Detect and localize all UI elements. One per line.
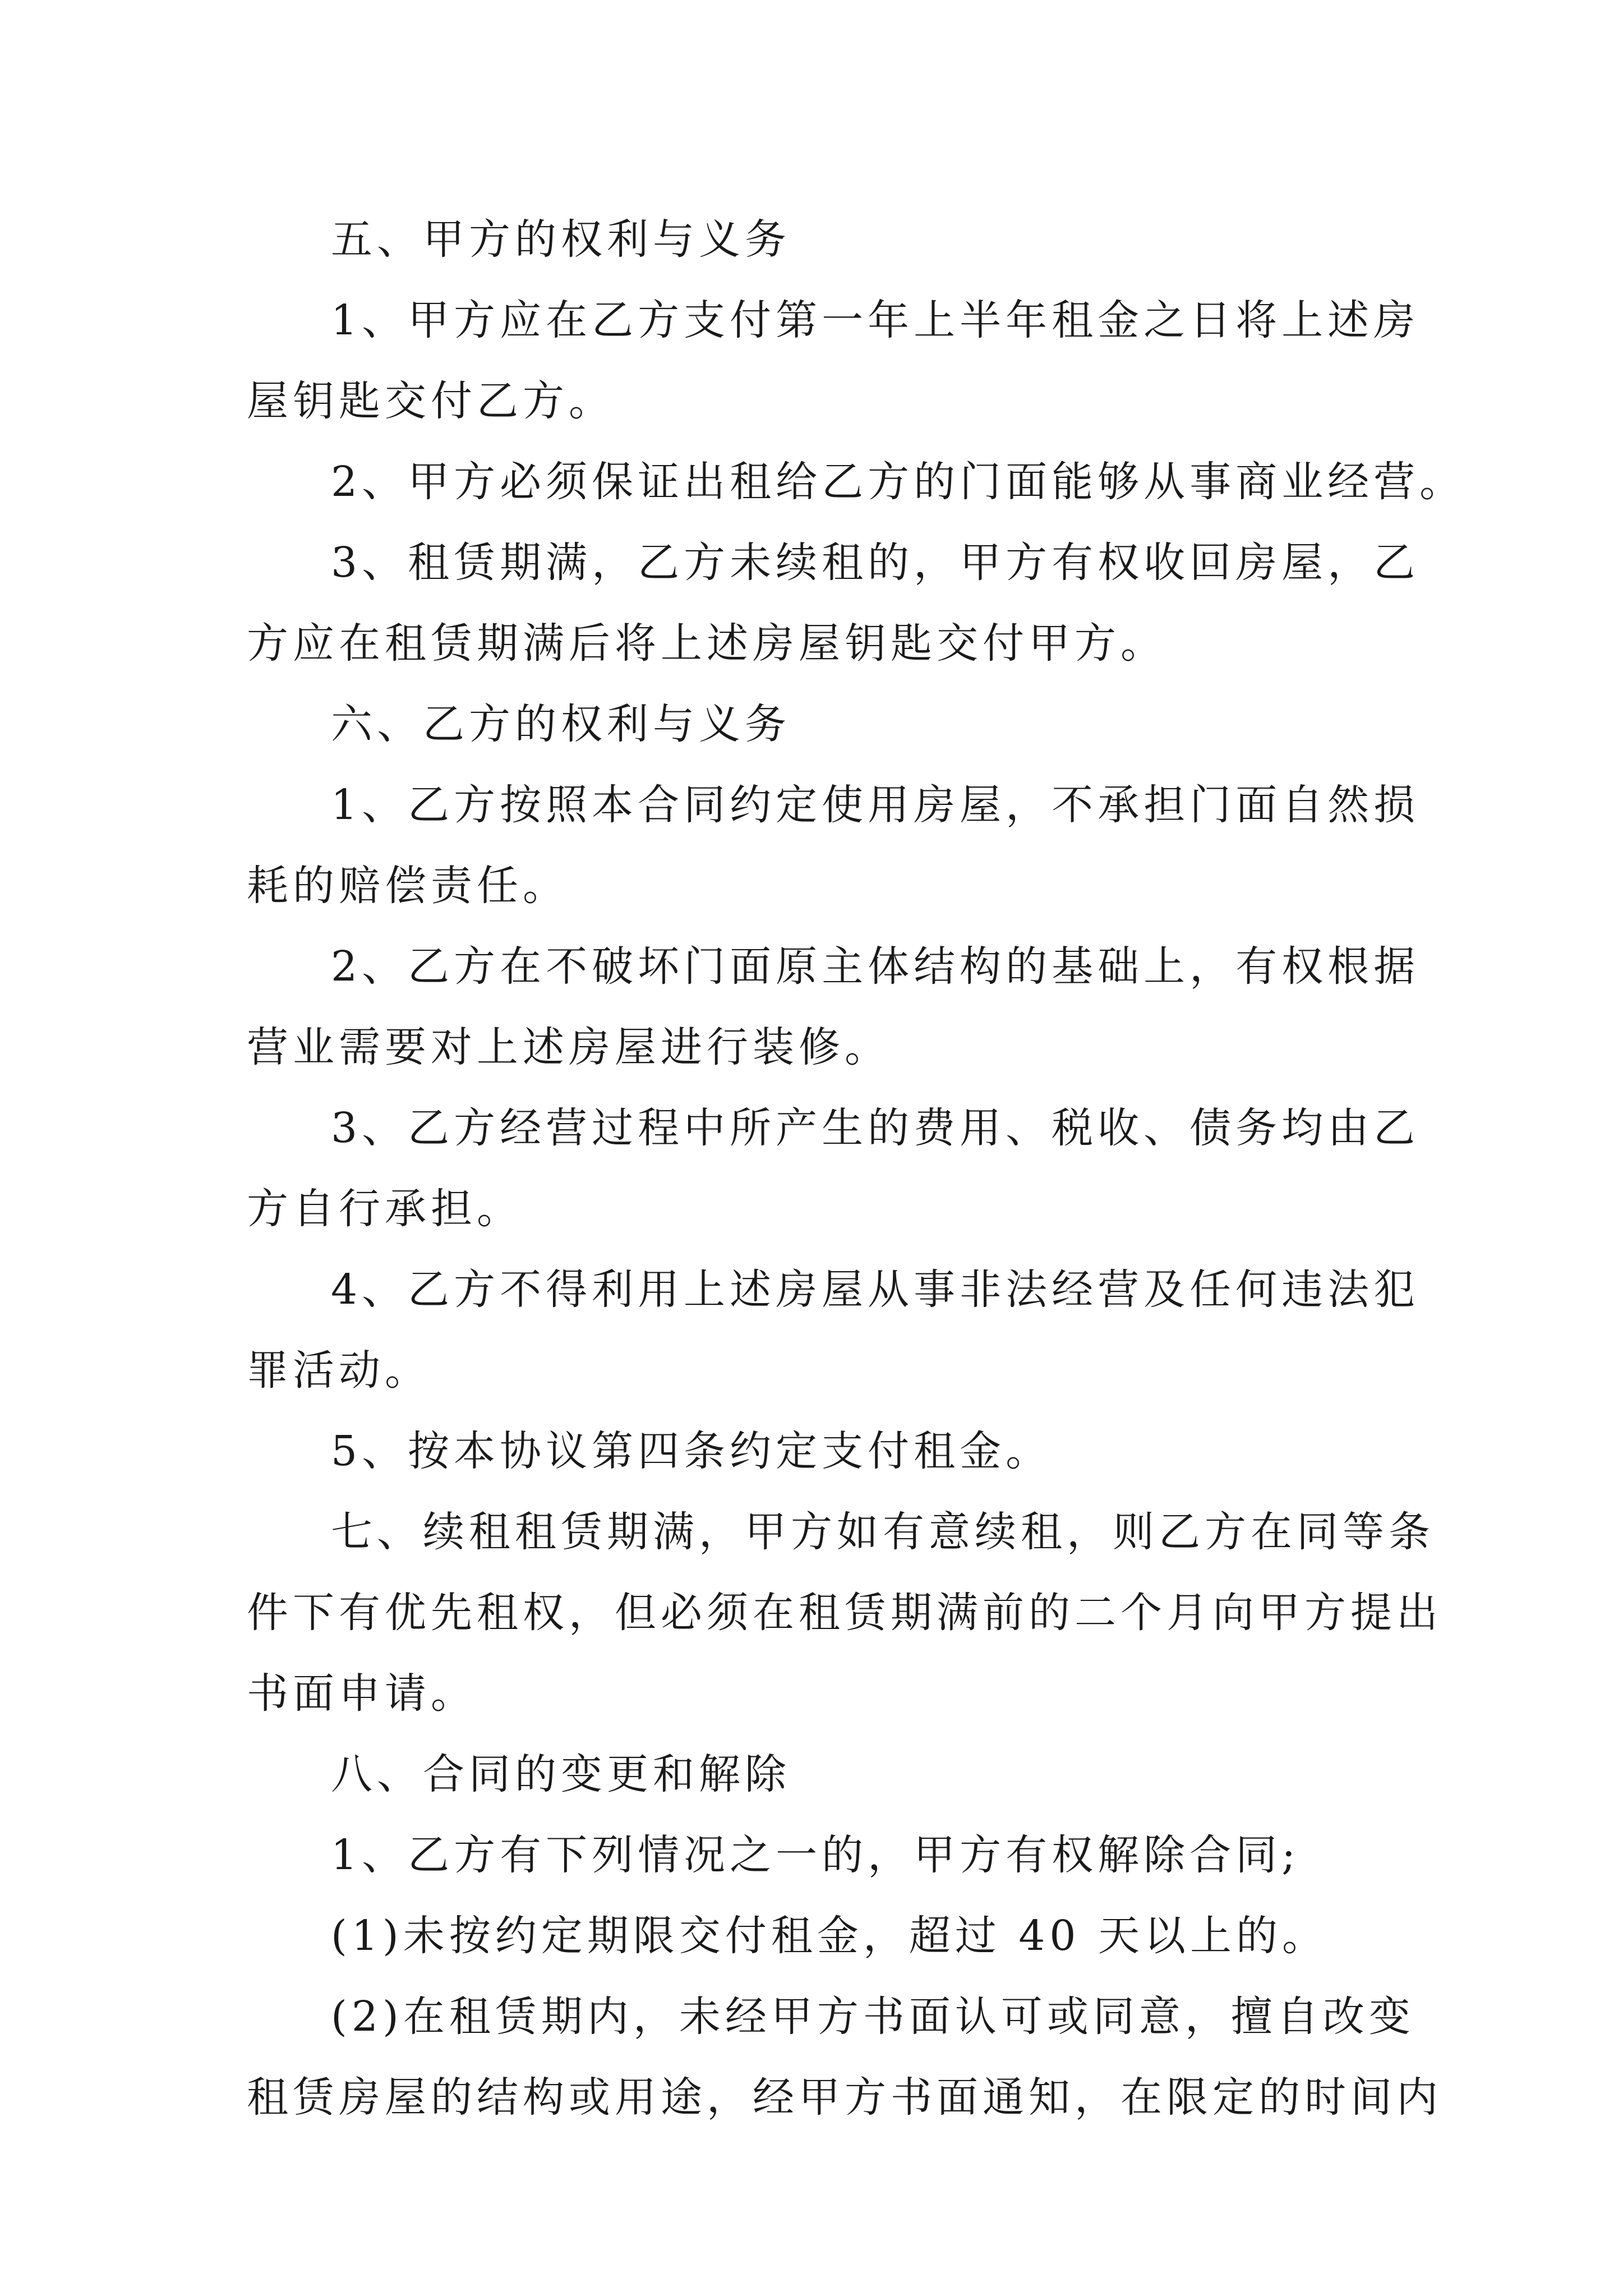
text-line: 1、甲方应在乙方支付第一年上半年租金之日将上述房 <box>331 296 1420 344</box>
text-line: 书面申请。 <box>247 1669 477 1718</box>
clause-8-1-item-1 <box>247 1895 1402 1976</box>
text-line: 耗的赔偿责任。 <box>247 862 569 910</box>
text-line: 3、乙方经营过程中所产生的费用、税收、债务均由乙 <box>331 1104 1420 1152</box>
text-line: 2、甲方必须保证出租给乙方的门面能够从事商业经营。 <box>331 458 1466 506</box>
text-line: 方自行承担。 <box>247 1185 523 1233</box>
text-line: 方应在租赁期满后将上述房屋钥匙交付甲方。 <box>247 619 1166 668</box>
text-line: 2、乙方在不破坏门面原主体结构的基础上，有权根据 <box>331 942 1420 991</box>
text-line: 营业需要对上述房屋进行装修。 <box>247 1023 891 1071</box>
section-heading-8 <box>247 1734 1402 1815</box>
text-line: 件下有优先租权，但必须在租赁期满前的二个月向甲方提出 <box>247 1589 1442 1637</box>
text-line: 1、乙方有下列情况之一的，甲方有权解除合同; <box>331 1831 1301 1879</box>
clause-8-1 <box>247 1815 1402 1895</box>
clause-5-1 <box>247 280 1420 441</box>
clause-6-3 <box>247 1088 1420 1249</box>
text-line: 租赁房屋的结构或用途，经甲方书面通知，在限定的时间内 <box>247 2073 1442 2122</box>
section-heading-5 <box>247 199 1402 280</box>
text-line: 5、按本协议第四条约定支付租金。 <box>331 1427 1052 1475</box>
text-line: 五、甲方的权利与义务 <box>331 215 791 264</box>
text-line: 罪活动。 <box>247 1346 431 1395</box>
section-heading-6 <box>247 684 1402 765</box>
clause-5-2 <box>247 441 1466 522</box>
clause-6-5 <box>247 1411 1402 1492</box>
document-body <box>247 199 1466 2138</box>
text-line: 1、乙方按照本合同约定使用房屋，不承担门面自然损 <box>331 781 1420 829</box>
text-line: 屋钥匙交付乙方。 <box>247 377 615 425</box>
text-line: 3、租赁期满，乙方未续租的，甲方有权收回房屋，乙 <box>331 539 1420 587</box>
text-line: (2)在租赁期内，未经甲方书面认可或同意，擅自改变 <box>331 1993 1415 2041</box>
text-line: (1)未按约定期限交付租金，超过 40 天以上的。 <box>331 1912 1329 1960</box>
clause-8-1-item-2 <box>247 1976 1442 2138</box>
clause-5-3 <box>247 522 1420 684</box>
text-line: 八、合同的变更和解除 <box>331 1750 791 1798</box>
section-7-renewal <box>247 1492 1442 1734</box>
text-line: 4、乙方不得利用上述房屋从事非法经营及任何违法犯 <box>331 1266 1420 1314</box>
clause-6-4 <box>247 1249 1420 1411</box>
text-line: 六、乙方的权利与义务 <box>331 700 791 748</box>
text-line: 七、续租租赁期满，甲方如有意续租，则乙方在同等条 <box>331 1508 1435 1556</box>
clause-6-1 <box>247 765 1420 926</box>
clause-6-2 <box>247 926 1420 1088</box>
